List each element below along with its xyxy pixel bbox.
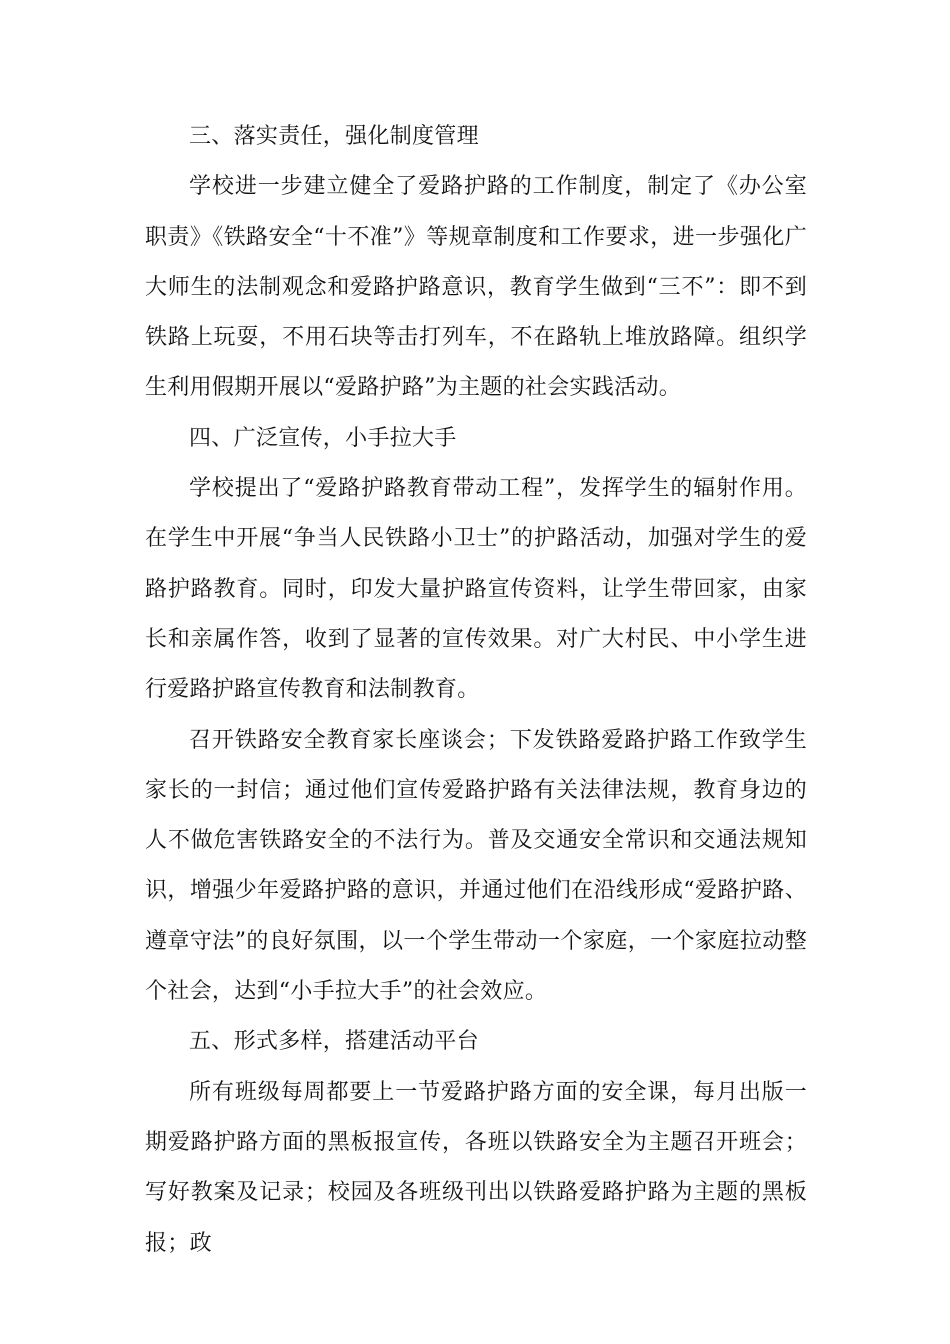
section-heading-3: 三、落实责任，强化制度管理 [189, 124, 479, 149]
section-5-paragraph-1: 所有班级每周都要上一节爱路护路方面的安全课，每月出版一期爱路护路方面的黑板报宣传，各班以铁路安全为主题召开班会；写好教案及记录；校园及各班级刊出以铁路爱路护路为主题的黑板报；政 [145, 1079, 807, 1256]
document-body [145, 112, 807, 1269]
section-4-paragraph-2: 召开铁路安全教育家长座谈会；下发铁路爱路护路工作致学生家长的一封信；通过他们宣传爱路护路有关法律法规，教育身边的人不做危害铁路安全的不法行为。普及交通安全常识和交通法规知识，增强少年爱路护路的意识，并通过他们在沿线形成“爱路护路、遵章守法”的良好氛围，以一个学生带动一个家庭，一个家庭拉动整个社会，达到“小手拉大手”的社会效应。 [145, 727, 807, 1005]
section-heading-5: 五、形式多样，搭建活动平台 [189, 1029, 479, 1055]
section-heading-4: 四、广泛宣传，小手拉大手 [189, 425, 457, 451]
section-3-paragraph-1: 学校进一步建立健全了爱路护路的工作制度，制定了《办公室职责》《铁路安全“十不准”》等规章制度和工作要求，进一步强化广大师生的法制观念和爱路护路意识，教育学生做到“三不”：即不到铁路上玩耍，不用石块等击打列车，不在路轨上堆放路障。组织学生利用假期开展以“爱路护路”为主题的社会实践活动。 [145, 174, 807, 401]
section-4-paragraph-1: 学校提出了“爱路护路教育带动工程”，发挥学生的辐射作用。在学生中开展“争当人民铁路小卫士”的护路活动，加强对学生的爱路护路教育。同时，印发大量护路宣传资料，让学生带回家，由家长和亲属作答，收到了显著的宣传效果。对广大村民、中小学生进行爱路护路宣传教育和法制教育。 [145, 476, 807, 703]
